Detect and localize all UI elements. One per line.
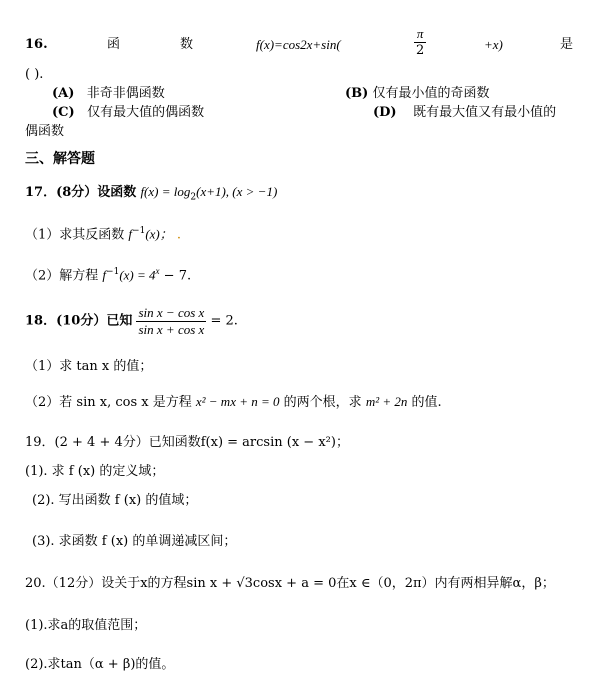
q17-part2-sup-x: x bbox=[155, 266, 160, 276]
q16-pi-fraction bbox=[414, 26, 426, 59]
q16-option-c bbox=[52, 104, 204, 122]
q18-part2-d: 的值. bbox=[411, 395, 442, 410]
q17-part2 bbox=[25, 262, 191, 285]
q18-denominator: sin x + cos x bbox=[138, 322, 205, 337]
q16-option-a bbox=[52, 85, 165, 103]
q17-part1 bbox=[25, 222, 181, 244]
q18-part1: （1）求 tan x 的值； bbox=[25, 359, 153, 374]
q20-head: 20.（12分）设关于x的方程sin x + √3cosx + a = 0在x ∈（0，2π）内有两相异解α，β； bbox=[25, 576, 555, 591]
q16-pi-numerator: π bbox=[414, 26, 426, 43]
q18-head: 18．(10分）已知 bbox=[25, 313, 133, 329]
q17-part2-text: （2）解方程 bbox=[25, 268, 99, 284]
stray-dot: . bbox=[176, 227, 182, 243]
q16-pi-denominator: 2 bbox=[416, 43, 425, 58]
q16-word-shu: 数 bbox=[180, 37, 194, 52]
q17-head: 17．(8分）设函数 bbox=[25, 185, 137, 200]
option-d-label: (D) bbox=[373, 105, 397, 120]
q18-line bbox=[25, 305, 238, 338]
q19-part3: (3). 求函数 f (x) 的单调递减区间； bbox=[32, 534, 237, 549]
q17-expr: f(x) = log bbox=[140, 184, 191, 199]
q17-part1-f: f bbox=[128, 226, 133, 242]
q17-part1-sup: −1 bbox=[132, 226, 146, 236]
q19-part1: (1). 求 f (x) 的定义域； bbox=[25, 464, 165, 479]
q18-part2-b: 的两个根，求 bbox=[283, 395, 362, 410]
q17-part1-text: （1）求其反函数 bbox=[25, 227, 125, 243]
q20-part2: (2).求tan（α + β)的值。 bbox=[25, 657, 175, 672]
option-b-label: (B) bbox=[345, 86, 369, 101]
q16-function-suffix: +x) bbox=[484, 37, 503, 52]
q17-expr-tail: (x+1), (x > −1) bbox=[196, 184, 278, 199]
q17-part2-f: f bbox=[102, 267, 107, 283]
option-a-text: 非奇非偶函数 bbox=[86, 86, 165, 101]
q17-log-base: 2 bbox=[190, 192, 197, 203]
q17-line bbox=[25, 183, 277, 207]
q17-part1-tail: (x)； bbox=[145, 226, 173, 242]
q18-part2 bbox=[25, 393, 442, 412]
q18-tail: = 2. bbox=[210, 313, 238, 329]
q16-shi: 是 bbox=[560, 37, 574, 52]
q16-function-prefix: f(x)=cos2x+sin( bbox=[256, 37, 341, 52]
q18-fraction bbox=[136, 305, 206, 338]
q20-part1: (1).求a的取值范围； bbox=[25, 618, 147, 633]
option-a-label: (A) bbox=[52, 86, 75, 101]
q19-head: 19．(2 + 4 + 4分）已知函数f(x) = arcsin (x − x²)； bbox=[25, 435, 349, 450]
q16-option-d bbox=[373, 104, 556, 122]
q16-answer-paren: ( ). bbox=[25, 67, 44, 82]
q17-part2-tail: − 7. bbox=[159, 268, 192, 284]
q16-number: 16. bbox=[25, 37, 48, 52]
q18-part2-a: （2）若 sin x, cos x 是方程 bbox=[25, 395, 192, 410]
section-heading: 三、解答题 bbox=[25, 151, 95, 167]
q18-numerator: sin x − cos x bbox=[138, 305, 205, 320]
q16-option-d-continued: 偶函数 bbox=[25, 124, 65, 139]
q17-part2-mid: (x) = 4 bbox=[119, 267, 156, 283]
option-c-text: 仅有最大值的偶函数 bbox=[87, 105, 205, 120]
q18-part2-eq: x² − mx + n = 0 bbox=[195, 394, 280, 409]
option-c-label: (C) bbox=[52, 105, 75, 120]
q17-part2-sup: −1 bbox=[106, 267, 120, 277]
q18-part2-c: m² + 2n bbox=[365, 394, 408, 409]
q16-word-han: 函 bbox=[107, 37, 121, 52]
option-d-text: 既有最大值又有最小值的 bbox=[413, 105, 557, 120]
q19-part2: (2). 写出函数 f (x) 的值域； bbox=[32, 493, 198, 508]
option-b-text: 仅有最小值的奇函数 bbox=[372, 86, 490, 101]
q16-option-b bbox=[345, 85, 489, 103]
